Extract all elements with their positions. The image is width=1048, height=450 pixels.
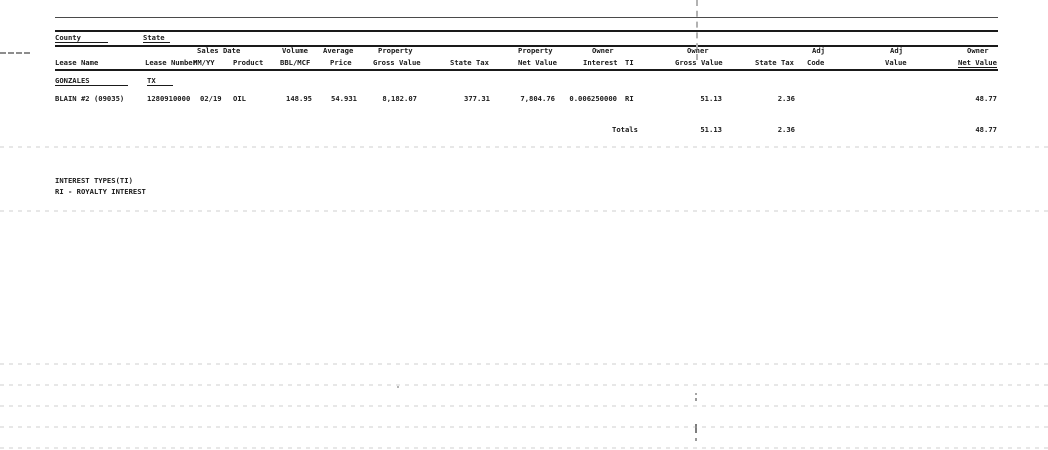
cell-property-net-value: 7,804.76: [520, 94, 555, 103]
col-net-value: Net Value: [518, 58, 557, 67]
cell-ti: RI: [625, 94, 634, 103]
totals-label: Totals: [612, 125, 638, 134]
col-lease-name: Lease Name: [55, 58, 99, 67]
cell-lease-number: 1280910000: [147, 94, 191, 103]
col-property-net-l1: Property: [518, 46, 553, 55]
col-volume-l1: Volume: [282, 46, 308, 55]
cell-price: 54.931: [331, 94, 357, 103]
col-owner-gross-value: Gross Value: [675, 58, 723, 67]
group-state-value: TX: [147, 77, 173, 86]
col-bbl-mcf: BBL/MCF: [280, 58, 311, 67]
col-owner-interest-l1: Owner: [592, 46, 614, 55]
scan-dot-artifact: [695, 438, 697, 441]
col-interest: Interest: [583, 58, 618, 67]
cell-owner-gross-value: 51.13: [700, 94, 722, 103]
footnote-title: INTEREST TYPES(TI): [55, 176, 133, 185]
scan-dot-artifact: [695, 393, 697, 395]
scan-band-artifact: [0, 384, 1048, 386]
cell-mm-yy: 02/19: [200, 94, 222, 103]
col-lease-number: Lease Number: [145, 58, 197, 67]
col-property-gross-l1: Property: [378, 46, 413, 55]
col-adj-value: Value: [885, 58, 907, 67]
cell-owner-interest: 0.006250000: [569, 94, 617, 103]
scan-band-artifact: [0, 363, 1048, 365]
col-state-tax: State Tax: [450, 58, 489, 67]
col-product: Product: [233, 58, 264, 67]
scan-band-artifact: [0, 405, 1048, 407]
col-average-l1: Average: [323, 46, 354, 55]
col-mm-yy: MM/YY: [193, 58, 215, 67]
col-owner-gross-l1: Owner: [687, 46, 709, 55]
cell-volume: 148.95: [286, 94, 312, 103]
cell-state-tax: 377.31: [464, 94, 490, 103]
col-adj-code: Code: [807, 58, 825, 67]
state-label: State: [143, 34, 170, 43]
cell-owner-state-tax: 2.36: [777, 94, 795, 103]
header-bottom-rule: [55, 69, 998, 71]
totals-owner-gross-value: 51.13: [700, 125, 722, 134]
county-row-top-rule: [55, 30, 998, 32]
cell-lease-name: BLAIN #2 (09035): [55, 94, 125, 103]
col-owner-net-l1: Owner: [967, 46, 989, 55]
totals-owner-net-value: 48.77: [975, 125, 997, 134]
cell-owner-net-value: 48.77: [975, 94, 997, 103]
top-rule: [55, 17, 998, 18]
group-county-value: GONZALES: [55, 77, 128, 86]
col-sales-date: Sales Date: [197, 46, 241, 55]
totals-owner-state-tax: 2.36: [777, 125, 795, 134]
scan-band-artifact: [0, 210, 1048, 212]
scan-dot-artifact: [397, 386, 399, 388]
cell-property-gross-value: 8,182.07: [382, 94, 417, 103]
col-price: Price: [330, 58, 352, 67]
cell-product: OIL: [233, 94, 246, 103]
col-adj-code-l1: Adj: [812, 46, 825, 55]
col-adj-value-l1: Adj: [890, 46, 903, 55]
col-owner-net-value: Net Value: [958, 58, 997, 67]
scan-vertical-dash-artifact-top: [696, 0, 698, 60]
county-label: County: [55, 34, 108, 43]
col-gross-value: Gross Value: [373, 58, 421, 67]
scan-dash-artifact-left: [0, 52, 30, 54]
col-owner-state-tax: State Tax: [755, 58, 794, 67]
footnote-item: RI - ROYALTY INTEREST: [55, 187, 146, 196]
col-ti: TI: [625, 58, 634, 67]
scan-dot-artifact: [695, 398, 697, 401]
scan-band-artifact: [0, 447, 1048, 449]
scan-band-artifact: [0, 146, 1048, 148]
scan-band-artifact: [0, 426, 1048, 428]
